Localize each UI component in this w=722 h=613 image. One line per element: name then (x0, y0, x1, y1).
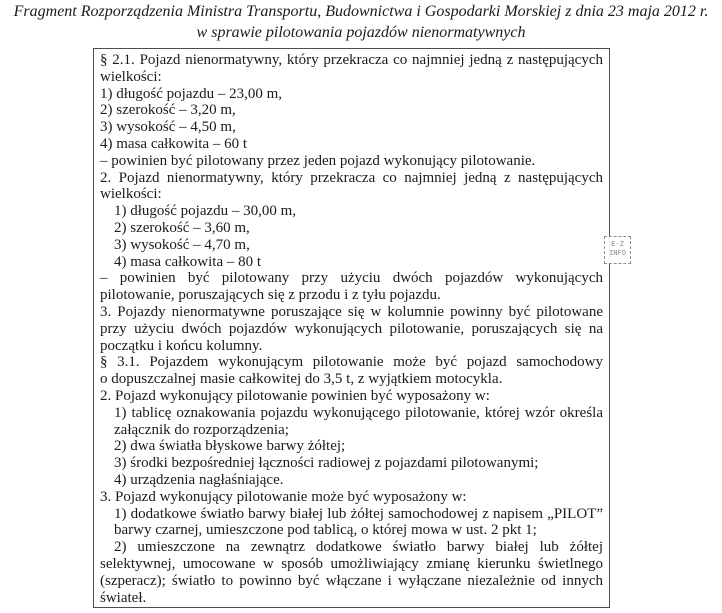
text-line: świateł. (100, 589, 147, 606)
text-line: pilotowanie, poruszających się z przodu i z tyłu pojazdu. (100, 287, 441, 304)
paragraph (100, 438, 603, 455)
stamp-line-2: INFO (609, 249, 626, 257)
paragraph (100, 539, 603, 606)
paragraph (100, 489, 603, 506)
paragraph (100, 354, 603, 388)
text-line: 3) wysokość – 4,50 m, (100, 119, 236, 136)
paragraph (100, 455, 603, 472)
text-line: barwy czarnej, umieszczone pod tablicą, o której mowa w ust. 2 pkt 1; (114, 522, 537, 539)
text-line: 2) dwa światła błyskowe barwy żółtej; (114, 438, 346, 455)
paragraph (100, 102, 603, 119)
paragraph (100, 170, 603, 204)
paragraph (100, 86, 603, 103)
text-line: 4) masa całkowita – 80 t (114, 253, 262, 270)
title-line-1: Fragment Rozporządzenia Ministra Transportu, Budownictwa i Gospodarki Morskiej z dnia 23 maja 2012 r. (13, 3, 709, 20)
paragraph (100, 254, 603, 271)
paragraph (100, 270, 603, 304)
paragraph (100, 472, 603, 489)
text-line: o dopuszczalnej masie całkowitej do 3,5 t, z wyjątkiem motocykla. (100, 371, 503, 388)
text-line: 3. Pojazdy nienormatywne poruszające się w kolumnie powinny być pilotowane (100, 303, 603, 320)
text-line: 2) umieszczone na zewnątrz dodatkowe światło barwy białej lub żółtej (114, 539, 603, 556)
text-line: 2) szerokość – 3,60 m, (114, 219, 250, 236)
paragraph (100, 136, 603, 153)
title-line-2: w sprawie pilotowania pojazdów nienormatywnych (196, 24, 526, 41)
text-line: 2. Pojazd nienormatywny, który przekracza co najmniej jedną z następujących (100, 169, 603, 186)
paragraph (100, 237, 603, 254)
text-line: § 3.1. Pojazdem wykonującym pilotowanie może być pojazd samochodowy (100, 354, 603, 371)
text-line: 3. Pojazd wykonujący pilotowanie może być wyposażony w: (100, 488, 467, 505)
paragraph (100, 203, 603, 220)
stamp-line-1: E-Z (611, 240, 624, 248)
text-line: (szperacz); światło to powinno być włączane i wyłączane niezależnie od innych (100, 572, 603, 589)
text-line: 4) urządzenia nagłaśniające. (114, 471, 284, 488)
paragraph (100, 304, 603, 354)
text-line: przy użyciu dwóch pojazdów wykonujących pilotowanie, poruszających się na (100, 320, 603, 337)
text-line: 1) dodatkowe światło barwy białej lub żółtej samochodowej z napisem „PILOT” (114, 505, 603, 522)
paragraph (100, 52, 603, 86)
text-line: 1) długość pojazdu – 23,00 m, (100, 85, 283, 102)
text-line: – powinien być pilotowany przy użyciu dwóch pojazdów wykonujących (100, 270, 603, 287)
text-line: § 2.1. Pojazd nienormatywny, który przekracza co najmniej jedną z następujących (100, 52, 603, 68)
paragraph (100, 119, 603, 136)
text-line: selektywnej, umocowane w sposób umożliwiający zmianę kierunku świetlnego (100, 555, 603, 572)
regulation-text-box (93, 48, 610, 608)
text-line: 2) szerokość – 3,20 m, (100, 102, 236, 119)
text-line: wielkości: (100, 186, 162, 203)
text-line: 2. Pojazd wykonujący pilotowanie powinien być wyposażony w: (100, 387, 490, 404)
text-line: załącznik do rozporządzenia; (114, 421, 289, 438)
text-line: 1) tablicę oznakowania pojazdu wykonującego pilotowanie, której wzór określa (114, 404, 603, 421)
text-line: wielkości: (100, 68, 162, 85)
paragraph (100, 153, 603, 170)
ez-info-stamp-icon (604, 236, 631, 264)
paragraph (100, 388, 603, 405)
paragraph (100, 405, 603, 439)
text-line: – powinien być pilotowany przez jeden pojazd wykonujący pilotowanie. (100, 152, 536, 169)
paragraph (100, 220, 603, 237)
text-line: 4) masa całkowita – 60 t (100, 135, 248, 152)
paragraph (100, 506, 603, 540)
document-title (0, 1, 722, 43)
text-line: 1) długość pojazdu – 30,00 m, (114, 203, 297, 220)
text-line: 3) wysokość – 4,70 m, (114, 236, 250, 253)
text-line: 3) środki bezpośredniej łączności radiowej z pojazdami pilotowanymi; (114, 455, 539, 472)
text-line: początku i końcu kolumny. (100, 337, 263, 354)
